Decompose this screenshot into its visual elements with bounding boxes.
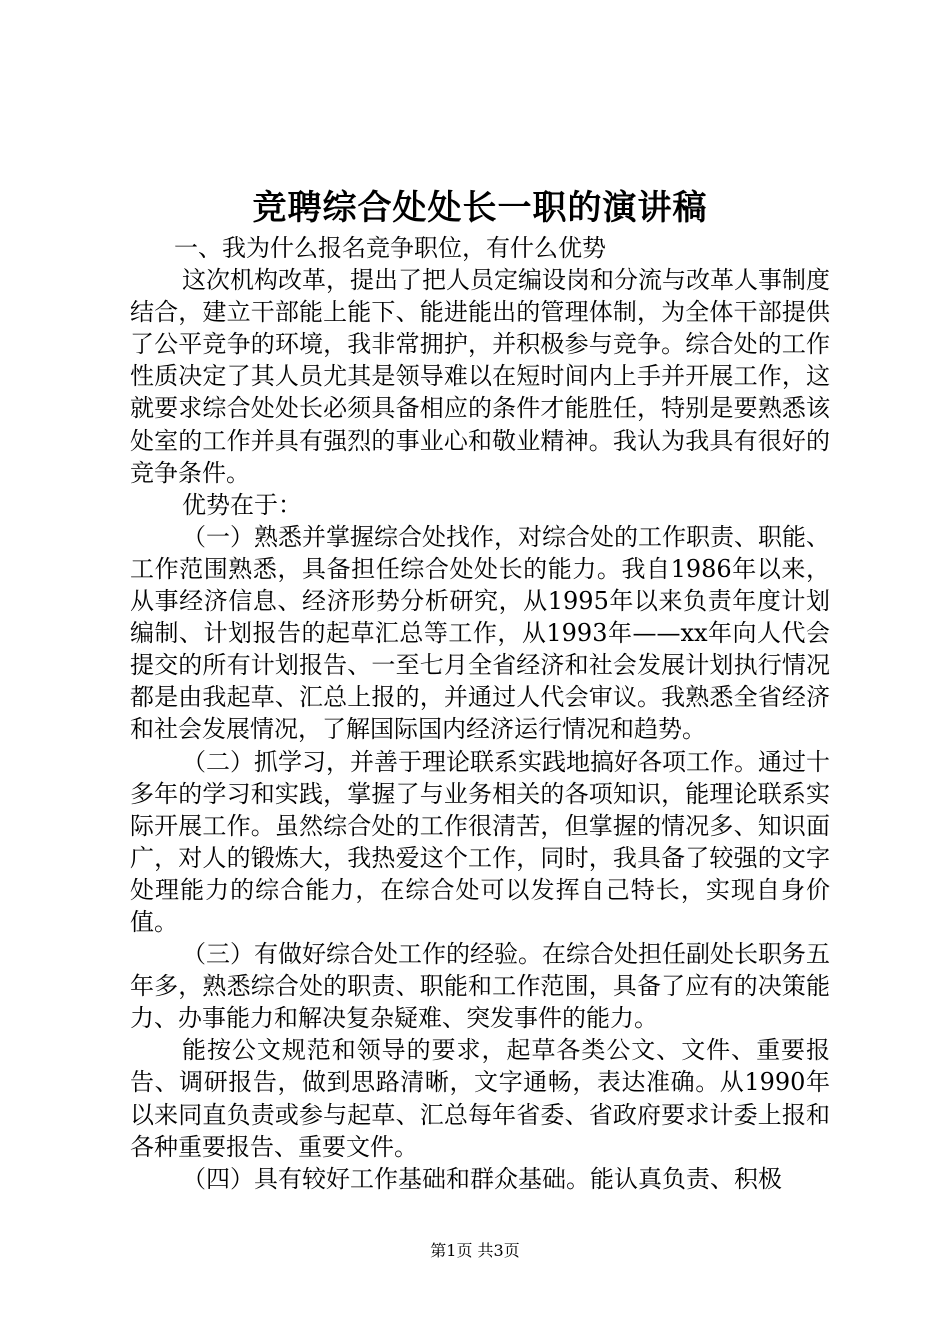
document-body bbox=[130, 232, 830, 1195]
paragraph: 能按公文规范和领导的要求，起草各类公文、文件、重要报告、调研报告，做到思路清晰，文字通畅，表达准确。从1990年以来同直负责或参与起草、汇总每年省委、省政府要求计委上报和各种重要报告、重要文件。 bbox=[130, 1036, 830, 1161]
paragraph: 优势在于： bbox=[182, 490, 302, 519]
paragraph: （二）抓学习，并善于理论联系实践地搞好各项工作。通过十多年的学习和实践，掌握了与业务相关的各项知识，能理论联系实际开展工作。虽然综合处的工作很清苦，但掌握的情况多、知识面广，对人的锻炼大，我热爱这个工作，同时，我具备了较强的文字处理能力的综合能力，在综合处可以发挥自己特长，实现自身价值。 bbox=[130, 747, 830, 936]
paragraph: （四）具有较好工作基础和群众基础。能认真负责、积极 bbox=[182, 1164, 782, 1193]
page-footer: 第1页 共3页 bbox=[430, 1241, 520, 1260]
document-title: 竞聘综合处处长一职的演讲稿 bbox=[252, 188, 708, 228]
paragraph: 这次机构改革，提出了把人员定编设岗和分流与改革人事制度结合，建立干部能上能下、能进能出的管理体制，为全体干部提供了公平竞争的环境，我非常拥护，并积极参与竞争。综合处的工作性质决定了其人员尤其是领导难以在短时间内上手并开展工作，这就要求综合处处长必须具备相应的条件才能胜任，特别是要熟悉该处室的工作并具有强烈的事业心和敬业精神。我认为我具有很好的竞争条件。 bbox=[130, 266, 830, 487]
paragraph: （三）有做好综合处工作的经验。在综合处担任副处长职务五年多，熟悉综合处的职责、职能和工作范围，具备了应有的决策能力、办事能力和解决复杂疑难、突发事件的能力。 bbox=[130, 940, 830, 1033]
section-heading: 一、我为什么报名竞争职位，有什么优势 bbox=[174, 234, 606, 262]
paragraph: （一）熟悉并掌握综合处找作，对综合处的工作职责、职能、工作范围熟悉，具备担任综合处处长的能力。我自1986年以来，从事经济信息、经济形势分析研究，从1995年以来负责年度计划编制、计划报告的起草汇总等工作，从1993年——xx年向人代会提交的所有计划报告、一至七月全省经济和社会发展计划执行情况都是由我起草、汇总上报的，并通过人代会审议。我熟悉全省经济和社会发展情况，了解国际国内经济运行情况和趋势。 bbox=[130, 522, 830, 744]
